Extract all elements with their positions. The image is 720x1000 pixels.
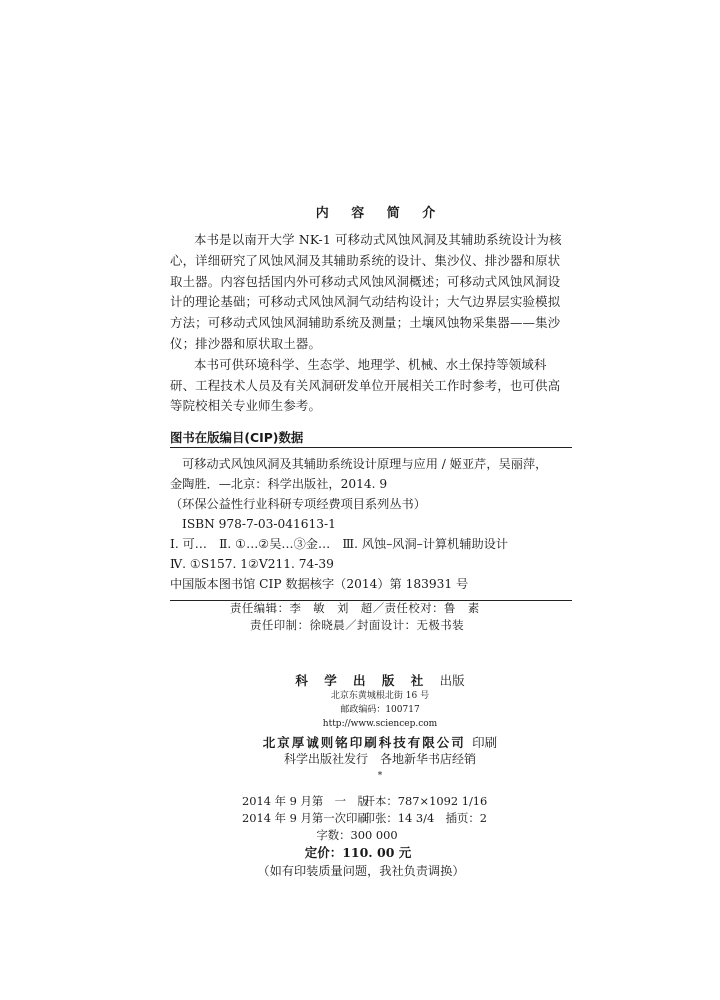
credits-editors: 责任编辑：李 敏 刘 超／责任校对：鲁 素 [230, 601, 480, 615]
credits-production: 责任印制：徐晓晨／封面设计：无极书装 [250, 618, 465, 632]
cip-number: 中国版本图书馆 CIP 数据核字（2014）第 183931 号 [170, 577, 469, 591]
publisher-line [170, 672, 590, 689]
separator-star: * [377, 771, 383, 781]
cip-heading: 图书在版编目(CIP)数据 [170, 430, 304, 445]
editorial-credits [170, 600, 572, 634]
quality-notice: （如有印装质量问题，我社负责调换） [257, 864, 465, 878]
cip-classification-line: Ⅰ. 可… Ⅱ. ①…②吴…③金… Ⅲ. 风蚀–风洞–计算机辅助设计 [170, 537, 509, 551]
edition-date: 2014 年 9 月第 一 版 [242, 794, 369, 808]
publisher-name: 科 学 出 版 社 [295, 673, 430, 688]
publisher-postcode: 邮政编码：100717 [340, 705, 420, 715]
publisher-address: 北京东黄城根北街 16 号 [330, 691, 430, 701]
publication-specs [242, 793, 502, 880]
cip-isbn: ISBN 978-7-03-041613-1 [182, 517, 336, 531]
book-price: 定价：110. 00 元 [304, 845, 412, 860]
publisher-suffix: 出版 [439, 673, 465, 688]
cip-title-line: 可移动式风蚀风洞及其辅助系统设计原理与应用 / 姬亚芹，吴丽萍， [182, 457, 548, 471]
publisher-imprint [170, 672, 590, 784]
printer-suffix: 印刷 [472, 735, 498, 750]
summary-paragraph: 本书是以南开大学 NK-1 可移动式风蚀风洞及其辅助系统设计为核心，详细研究了风蚀风洞及其辅助系统的设计、集沙仪、排沙器和原状取土器。内容包括国内外可移动式风蚀风洞概述；可移动式风蚀风洞设计的理论基础；可移动式风蚀风洞气动结构设计；大气边界层实验模拟方法；可移动式风蚀风洞辅助系统及测量；土壤风蚀物采集器——集沙仪；排沙器和原状取土器。 [170, 232, 562, 351]
content-summary-title: 内 容 简 介 [315, 206, 445, 221]
content-summary [170, 230, 570, 417]
printer-line [170, 734, 590, 751]
cip-publisher-line: 金陶胜．—北京：科学出版社，2014. 9 [170, 477, 388, 491]
print-sheets: 印张：14 3/4 插页：2 [363, 811, 488, 825]
cip-top-rule [170, 447, 572, 448]
publisher-website: http://www.sciencep.com [322, 719, 438, 729]
printing-date: 2014 年 9 月第一次印刷 [242, 811, 369, 825]
distribution-line: 科学出版社发行 各地新华书店经销 [283, 752, 476, 766]
book-format: 开本：787×1092 1/16 [363, 794, 488, 808]
cip-series-line: （环保公益性行业科研专项经费项目系列丛书） [170, 497, 426, 511]
word-count: 字数：300 000 [316, 828, 398, 842]
specs-row [242, 810, 502, 827]
printer-name: 北京厚诚则铭印刷科技有限公司 [262, 735, 466, 750]
cip-classification-line: Ⅳ. ①S157. 1②V211. 74-39 [170, 557, 334, 571]
cip-block [170, 454, 572, 594]
summary-paragraph: 本书可供环境科学、生态学、地理学、机械、水土保持等领域科研、工程技术人员及有关风洞研发单位开展相关工作时参考，也可供高等院校相关专业师生参考。 [170, 356, 561, 414]
specs-row [242, 793, 502, 810]
